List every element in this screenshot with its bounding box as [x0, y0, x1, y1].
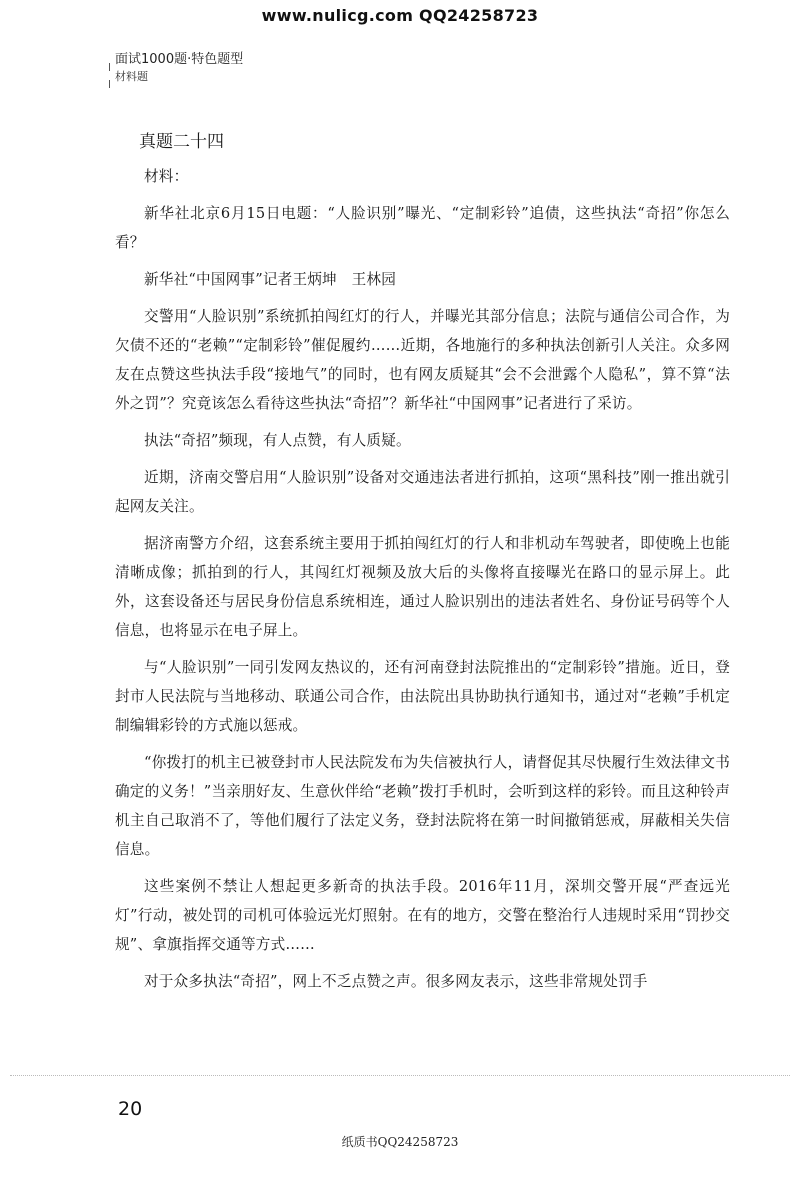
paragraph: 交警用“人脸识别”系统抓拍闯红灯的行人，并曝光其部分信息；法院与通信公司合作，为欠债不还的“老赖”“定制彩铃”催促履约……近期，各地施行的多种执法创新引人关注。众多网友在点赞这些执法手段“接地气”的同时，也有网友质疑其“会不会泄露个人隐私”，算不算“法外之罚”？究竟该怎么看待这些执法“奇招”？新华社“中国网事”记者进行了采访。: [115, 308, 730, 412]
page-number: 20: [118, 1098, 143, 1120]
margin-tick: [109, 63, 110, 71]
paragraph: 执法“奇招”频现，有人点赞，有人质疑。: [144, 432, 411, 449]
paragraph: 与“人脸识别”一同引发网友热议的，还有河南登封法院推出的“定制彩铃”措施。近日，登封市人民法院与当地移动、联通公司合作，由法院出具协助执行通知书，通过对“老赖”手机定制编辑彩铃的方式施以惩戒。: [115, 659, 730, 734]
question-title: 真题二十四: [139, 132, 224, 152]
scan-artifact-line: [10, 1075, 790, 1077]
running-head: 面试1000题·特色题型: [115, 52, 244, 67]
paragraph: 材料：: [144, 168, 189, 185]
paragraph: 对于众多执法“奇招”，网上不乏点赞之声。很多网友表示，这些非常规处罚手: [144, 973, 648, 990]
watermark-top: www.nulicg.com QQ24258723: [261, 6, 539, 25]
watermark-bottom: 纸质书QQ24258723: [341, 1135, 459, 1149]
section-label: 材料题: [115, 70, 148, 83]
paragraph: 近期，济南交警启用“人脸识别”设备对交通违法者进行抓拍，这项“黑科技”刚一推出就引起网友关注。: [115, 469, 730, 515]
margin-tick: [109, 80, 110, 88]
paragraph: 据济南警方介绍，这套系统主要用于抓拍闯红灯的行人和非机动车驾驶者，即使晚上也能清晰成像；抓拍到的行人，其闯红灯视频及放大后的头像将直接曝光在路口的显示屏上。此外，这套设备还与居民身份信息系统相连，通过人脸识别出的违法者姓名、身份证号码等个人信息，也将显示在电子屏上。: [115, 535, 730, 639]
paragraph: “你拨打的机主已被登封市人民法院发布为失信被执行人，请督促其尽快履行生效法律文书确定的义务！”当亲朋好友、生意伙伴给“老赖”拨打手机时，会听到这样的彩铃。而且这种铃声机主自己取消不了，等他们履行了法定义务，登封法院将在第一时间撤销惩戒，屏蔽相关失信信息。: [115, 754, 730, 858]
paragraph: 这些案例不禁让人想起更多新奇的执法手段。2016年11月，深圳交警开展“严查远光灯”行动，被处罚的司机可体验远光灯照射。在有的地方，交警在整治行人违规时采用“罚抄交规”、拿旗指挥交通等方式……: [115, 878, 730, 953]
paragraph: 新华社“中国网事”记者王炳坤 王林园: [144, 271, 397, 288]
page-body: [115, 127, 730, 1004]
paragraph: 新华社北京6月15日电题：“人脸识别”曝光、“定制彩铃”追债，这些执法“奇招”你怎么看？: [115, 205, 730, 251]
